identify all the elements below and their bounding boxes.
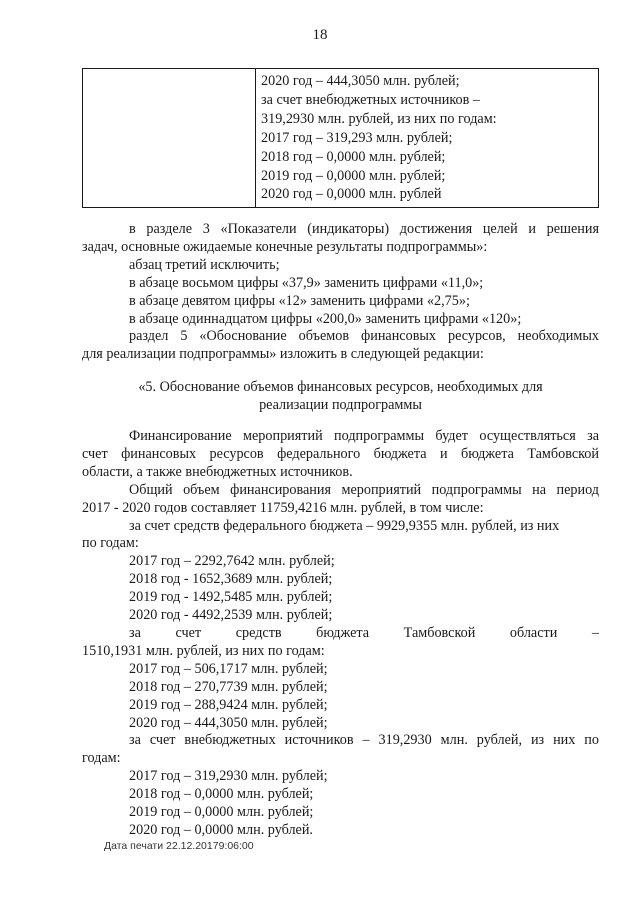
list-item: 2017 год – 506,1717 млн. рублей; xyxy=(129,660,328,677)
table-line: 2018 год – 0,0000 млн. рублей; xyxy=(261,148,446,165)
paragraph-line: в абзаце одиннадцатом цифры «200,0» заменить цифрами «120»; xyxy=(129,310,522,327)
list-item: 2020 год – 444,3050 млн. рублей; xyxy=(129,714,328,731)
paragraph-line: 1510,1931 млн. рублей, из них по годам: xyxy=(82,642,325,659)
paragraph-line: 2017 - 2020 годов составляет 11759,4216 млн. рублей, в том числе: xyxy=(82,499,484,516)
paragraph-line: по годам: xyxy=(82,535,139,552)
paragraph-line: годам: xyxy=(82,750,121,767)
paragraph-line: за счет средств бюджета Тамбовской области – xyxy=(129,624,599,641)
paragraph-line: в абзаце восьмом цифры «37,9» заменить цифрами «11,0»; xyxy=(129,274,484,291)
funding-table xyxy=(82,68,599,208)
table-line: за счет внебюджетных источников – xyxy=(261,91,480,108)
list-item: 2017 год – 2292,7642 млн. рублей; xyxy=(129,553,335,570)
table-line: 2020 год – 444,3050 млн. рублей; xyxy=(261,73,460,89)
paragraph-line: раздел 5 «Обоснование объемов финансовых ресурсов, необходимых xyxy=(129,328,599,345)
paragraph-line: счет финансовых ресурсов федерального бюджета и бюджета Тамбовской xyxy=(82,445,599,462)
paragraph-line: Общий объем финансирования мероприятий подпрограммы на период xyxy=(129,481,599,498)
paragraph-line: для реализации подпрограммы» изложить в следующей редакции: xyxy=(82,346,484,363)
paragraph-line: за счет средств федерального бюджета – 9929,9355 млн. рублей, из них xyxy=(129,517,560,534)
list-item: 2020 год - 4492,2539 млн. рублей; xyxy=(129,607,333,624)
paragraph-line: за счет внебюджетных источников – 319,2930 млн. рублей, из них по xyxy=(129,732,599,749)
paragraph-line: в абзаце девятом цифры «12» заменить цифрами «2,75»; xyxy=(129,292,470,309)
page-number: 18 xyxy=(312,27,328,43)
paragraph-line: области, а также внебюджетных источников. xyxy=(82,463,353,480)
paragraph-line: Финансирование мероприятий подпрограммы будет осуществляться за xyxy=(129,428,599,444)
amendments-block xyxy=(82,221,599,364)
list-item: 2018 год – 0,0000 млн. рублей; xyxy=(129,786,314,803)
table-line: 2017 год – 319,293 млн. рублей; xyxy=(261,129,453,146)
list-item: 2018 год - 1652,3689 млн. рублей; xyxy=(129,571,333,588)
paragraph-line: абзац третий исключить; xyxy=(129,256,280,273)
list-item: 2019 год – 0,0000 млн. рублей; xyxy=(129,804,314,821)
list-item: 2019 год – 288,9424 млн. рублей; xyxy=(129,696,328,713)
heading-line: «5. Обоснование объемов финансовых ресурсов, необходимых для xyxy=(138,379,543,395)
section-body xyxy=(82,428,599,840)
table-line: 319,2930 млн. рублей, из них по годам: xyxy=(261,110,497,127)
list-item: 2019 год - 1492,5485 млн. рублей; xyxy=(129,589,333,606)
print-date-footer: Дата печати 22.12.20179:06:00 xyxy=(104,840,254,852)
section-heading xyxy=(82,378,599,414)
table-right-cell xyxy=(261,72,594,204)
heading-line: реализации подпрограммы xyxy=(259,397,422,413)
list-item: 2018 год – 270,7739 млн. рублей; xyxy=(129,678,328,695)
list-item: 2020 год – 0,0000 млн. рублей. xyxy=(129,821,313,838)
table-line: 2019 год – 0,0000 млн. рублей; xyxy=(261,167,446,184)
paragraph-line: в разделе 3 «Показатели (индикаторы) достижения целей и решения xyxy=(129,221,599,237)
paragraph-line: задач, основные ожидаемые конечные результаты подпрограммы»: xyxy=(82,238,488,255)
table-column-divider xyxy=(255,69,256,207)
table-line: 2020 год – 0,0000 млн. рублей xyxy=(261,186,442,203)
list-item: 2017 год – 319,2930 млн. рублей; xyxy=(129,768,328,785)
